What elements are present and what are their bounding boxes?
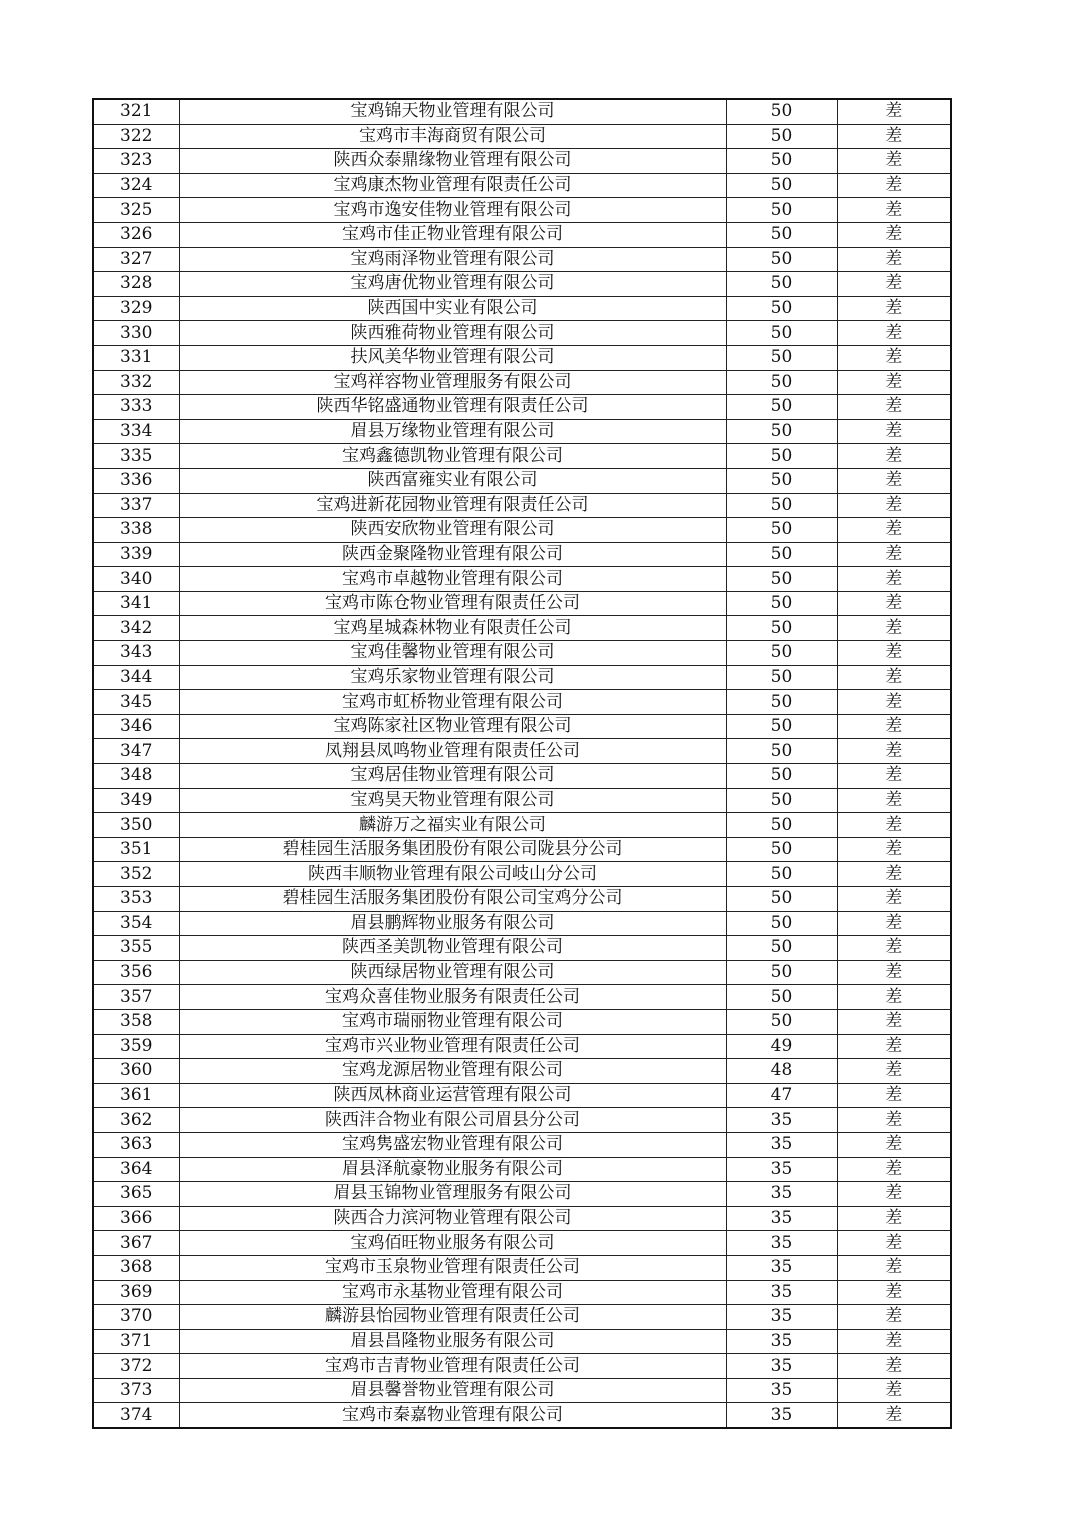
grade-cell: 差: [837, 714, 951, 739]
company-name-cell: 宝鸡乐家物业管理有限公司: [179, 665, 726, 690]
table-row: [93, 1083, 951, 1108]
grade-cell: 差: [837, 567, 951, 592]
company-name-cell: 碧桂园生活服务集团股份有限公司宝鸡分公司: [179, 887, 726, 912]
grade-cell: 差: [837, 862, 951, 887]
grade-cell: 差: [837, 764, 951, 789]
table-row: [93, 1354, 951, 1379]
score-cell: 49: [726, 1034, 837, 1059]
company-name-cell: 宝鸡市丰海商贸有限公司: [179, 124, 726, 149]
row-number-cell: 342: [93, 616, 179, 641]
score-cell: 35: [726, 1132, 837, 1157]
company-name-cell: 宝鸡龙源居物业管理有限公司: [179, 1059, 726, 1084]
score-cell: 50: [726, 764, 837, 789]
company-name-cell: 宝鸡市逸安佳物业管理有限公司: [179, 198, 726, 223]
row-number-cell: 354: [93, 911, 179, 936]
company-name-cell: 陕西国中实业有限公司: [179, 296, 726, 321]
company-name-cell: 扶风美华物业管理有限公司: [179, 345, 726, 370]
company-name-cell: 眉县泽航豪物业服务有限公司: [179, 1157, 726, 1182]
row-number-cell: 348: [93, 764, 179, 789]
row-number-cell: 335: [93, 444, 179, 469]
company-name-cell: 宝鸡众喜佳物业服务有限责任公司: [179, 985, 726, 1010]
score-cell: 50: [726, 665, 837, 690]
score-cell: 50: [726, 714, 837, 739]
company-name-cell: 凤翔县凤鸣物业管理有限责任公司: [179, 739, 726, 764]
score-cell: 50: [726, 739, 837, 764]
table-row: [93, 591, 951, 616]
score-cell: 35: [726, 1182, 837, 1207]
company-name-cell: 眉县昌隆物业服务有限公司: [179, 1329, 726, 1354]
score-cell: 50: [726, 395, 837, 420]
grade-cell: 差: [837, 641, 951, 666]
row-number-cell: 371: [93, 1329, 179, 1354]
row-number-cell: 334: [93, 419, 179, 444]
table-row: [93, 690, 951, 715]
table-row: [93, 1280, 951, 1305]
score-cell: 35: [726, 1378, 837, 1403]
row-number-cell: 333: [93, 395, 179, 420]
score-cell: 50: [726, 222, 837, 247]
table-row: [93, 99, 951, 124]
score-cell: 35: [726, 1280, 837, 1305]
grade-cell: 差: [837, 1157, 951, 1182]
company-name-cell: 宝鸡佳馨物业管理有限公司: [179, 641, 726, 666]
score-cell: 50: [726, 641, 837, 666]
company-name-cell: 宝鸡市虹桥物业管理有限公司: [179, 690, 726, 715]
score-cell: 47: [726, 1083, 837, 1108]
table-row: [93, 985, 951, 1010]
score-cell: 35: [726, 1157, 837, 1182]
company-name-cell: 宝鸡市玉泉物业管理有限责任公司: [179, 1255, 726, 1280]
score-cell: 50: [726, 468, 837, 493]
grade-cell: 差: [837, 1034, 951, 1059]
score-cell: 50: [726, 960, 837, 985]
row-number-cell: 339: [93, 542, 179, 567]
grade-cell: 差: [837, 1329, 951, 1354]
company-name-cell: 宝鸡市瑞丽物业管理有限公司: [179, 1009, 726, 1034]
grade-cell: 差: [837, 173, 951, 198]
row-number-cell: 362: [93, 1108, 179, 1133]
company-name-cell: 宝鸡陈家社区物业管理有限公司: [179, 714, 726, 739]
company-name-cell: 宝鸡康杰物业管理有限责任公司: [179, 173, 726, 198]
row-number-cell: 350: [93, 813, 179, 838]
row-number-cell: 370: [93, 1305, 179, 1330]
grade-cell: 差: [837, 321, 951, 346]
score-cell: 35: [726, 1231, 837, 1256]
table-row: [93, 764, 951, 789]
company-name-cell: 宝鸡星城森林物业有限责任公司: [179, 616, 726, 641]
company-name-cell: 陕西金聚隆物业管理有限公司: [179, 542, 726, 567]
score-cell: 50: [726, 198, 837, 223]
table-row: [93, 1034, 951, 1059]
table-row: [93, 837, 951, 862]
score-cell: 50: [726, 124, 837, 149]
score-cell: 50: [726, 493, 837, 518]
table-row: [93, 1182, 951, 1207]
grade-cell: 差: [837, 345, 951, 370]
table-row: [93, 788, 951, 813]
table-row: [93, 1157, 951, 1182]
grade-cell: 差: [837, 690, 951, 715]
grade-cell: 差: [837, 542, 951, 567]
company-name-cell: 眉县鹏辉物业服务有限公司: [179, 911, 726, 936]
row-number-cell: 352: [93, 862, 179, 887]
row-number-cell: 363: [93, 1132, 179, 1157]
company-name-cell: 陕西雅荷物业管理有限公司: [179, 321, 726, 346]
row-number-cell: 367: [93, 1231, 179, 1256]
row-number-cell: 328: [93, 272, 179, 297]
score-cell: 50: [726, 247, 837, 272]
row-number-cell: 322: [93, 124, 179, 149]
row-number-cell: 340: [93, 567, 179, 592]
row-number-cell: 351: [93, 837, 179, 862]
row-number-cell: 326: [93, 222, 179, 247]
row-number-cell: 338: [93, 518, 179, 543]
grade-cell: 差: [837, 1280, 951, 1305]
grade-cell: 差: [837, 985, 951, 1010]
score-cell: 50: [726, 272, 837, 297]
grade-cell: 差: [837, 124, 951, 149]
table-row: [93, 272, 951, 297]
score-cell: 35: [726, 1206, 837, 1231]
score-cell: 48: [726, 1059, 837, 1084]
table-row: [93, 1378, 951, 1403]
score-cell: 50: [726, 518, 837, 543]
table-row: [93, 1108, 951, 1133]
row-number-cell: 331: [93, 345, 179, 370]
score-cell: 50: [726, 788, 837, 813]
row-number-cell: 365: [93, 1182, 179, 1207]
table-row: [93, 370, 951, 395]
company-name-cell: 陕西圣美凯物业管理有限公司: [179, 936, 726, 961]
table-row: [93, 493, 951, 518]
company-name-cell: 宝鸡佰旺物业服务有限公司: [179, 1231, 726, 1256]
row-number-cell: 321: [93, 99, 179, 124]
table-row: [93, 321, 951, 346]
company-name-cell: 宝鸡祥容物业管理服务有限公司: [179, 370, 726, 395]
score-cell: 35: [726, 1108, 837, 1133]
row-number-cell: 337: [93, 493, 179, 518]
row-number-cell: 329: [93, 296, 179, 321]
company-name-cell: 宝鸡居佳物业管理有限公司: [179, 764, 726, 789]
company-name-cell: 宝鸡市秦嘉物业管理有限公司: [179, 1403, 726, 1428]
score-cell: 50: [726, 296, 837, 321]
table-row: [93, 911, 951, 936]
company-name-cell: 陕西沣合物业有限公司眉县分公司: [179, 1108, 726, 1133]
grade-cell: 差: [837, 1009, 951, 1034]
grade-cell: 差: [837, 247, 951, 272]
company-name-cell: 宝鸡进新花园物业管理有限责任公司: [179, 493, 726, 518]
table-row: [93, 149, 951, 174]
grade-cell: 差: [837, 1403, 951, 1428]
row-number-cell: 344: [93, 665, 179, 690]
table-row: [93, 1059, 951, 1084]
company-name-cell: 眉县馨誉物业管理有限公司: [179, 1378, 726, 1403]
grade-cell: 差: [837, 99, 951, 124]
grade-cell: 差: [837, 1108, 951, 1133]
company-name-cell: 宝鸡市陈仓物业管理有限责任公司: [179, 591, 726, 616]
grade-cell: 差: [837, 665, 951, 690]
table-row: [93, 739, 951, 764]
score-cell: 50: [726, 99, 837, 124]
row-number-cell: 323: [93, 149, 179, 174]
grade-cell: 差: [837, 591, 951, 616]
company-name-cell: 陕西绿居物业管理有限公司: [179, 960, 726, 985]
table-row: [93, 641, 951, 666]
score-cell: 50: [726, 591, 837, 616]
score-cell: 50: [726, 616, 837, 641]
row-number-cell: 372: [93, 1354, 179, 1379]
table-row: [93, 1009, 951, 1034]
row-number-cell: 325: [93, 198, 179, 223]
table-row: [93, 444, 951, 469]
table-row: [93, 468, 951, 493]
score-cell: 35: [726, 1354, 837, 1379]
grade-cell: 差: [837, 444, 951, 469]
row-number-cell: 345: [93, 690, 179, 715]
score-cell: 50: [726, 837, 837, 862]
row-number-cell: 336: [93, 468, 179, 493]
grade-cell: 差: [837, 468, 951, 493]
row-number-cell: 374: [93, 1403, 179, 1428]
score-cell: 35: [726, 1329, 837, 1354]
grade-cell: 差: [837, 1182, 951, 1207]
company-name-cell: 麟游县怡园物业管理有限责任公司: [179, 1305, 726, 1330]
score-cell: 50: [726, 862, 837, 887]
grade-cell: 差: [837, 419, 951, 444]
grade-cell: 差: [837, 1354, 951, 1379]
company-name-cell: 宝鸡昊天物业管理有限公司: [179, 788, 726, 813]
row-number-cell: 357: [93, 985, 179, 1010]
row-number-cell: 324: [93, 173, 179, 198]
table-row: [93, 1132, 951, 1157]
grade-cell: 差: [837, 837, 951, 862]
company-name-cell: 宝鸡锦天物业管理有限公司: [179, 99, 726, 124]
table-row: [93, 1329, 951, 1354]
grade-cell: 差: [837, 370, 951, 395]
grade-cell: 差: [837, 222, 951, 247]
score-cell: 50: [726, 911, 837, 936]
score-cell: 50: [726, 149, 837, 174]
score-cell: 50: [726, 813, 837, 838]
table-row: [93, 518, 951, 543]
row-number-cell: 347: [93, 739, 179, 764]
score-cell: 35: [726, 1305, 837, 1330]
row-number-cell: 353: [93, 887, 179, 912]
grade-cell: 差: [837, 518, 951, 543]
row-number-cell: 359: [93, 1034, 179, 1059]
company-name-cell: 眉县万缘物业管理有限公司: [179, 419, 726, 444]
company-name-cell: 宝鸡鑫德凯物业管理有限公司: [179, 444, 726, 469]
grade-cell: 差: [837, 1305, 951, 1330]
score-cell: 50: [726, 370, 837, 395]
row-number-cell: 343: [93, 641, 179, 666]
table-row: [93, 395, 951, 420]
ranking-table: [92, 98, 952, 1429]
table-row: [93, 1255, 951, 1280]
company-name-cell: 宝鸡市兴业物业管理有限责任公司: [179, 1034, 726, 1059]
score-cell: 35: [726, 1403, 837, 1428]
row-number-cell: 330: [93, 321, 179, 346]
table-row: [93, 542, 951, 567]
score-cell: 50: [726, 173, 837, 198]
company-name-cell: 陕西安欣物业管理有限公司: [179, 518, 726, 543]
company-name-cell: 陕西众泰鼎缘物业管理有限公司: [179, 149, 726, 174]
grade-cell: 差: [837, 1206, 951, 1231]
grade-cell: 差: [837, 272, 951, 297]
score-cell: 50: [726, 419, 837, 444]
grade-cell: 差: [837, 1132, 951, 1157]
score-cell: 50: [726, 690, 837, 715]
table-row: [93, 616, 951, 641]
grade-cell: 差: [837, 1083, 951, 1108]
company-name-cell: 碧桂园生活服务集团股份有限公司陇县分公司: [179, 837, 726, 862]
row-number-cell: 332: [93, 370, 179, 395]
company-name-cell: 麟游万之福实业有限公司: [179, 813, 726, 838]
company-name-cell: 宝鸡市卓越物业管理有限公司: [179, 567, 726, 592]
company-name-cell: 宝鸡市吉青物业管理有限责任公司: [179, 1354, 726, 1379]
grade-cell: 差: [837, 1378, 951, 1403]
table-row: [93, 887, 951, 912]
row-number-cell: 368: [93, 1255, 179, 1280]
table-row: [93, 419, 951, 444]
grade-cell: 差: [837, 395, 951, 420]
table-row: [93, 960, 951, 985]
grade-cell: 差: [837, 911, 951, 936]
grade-cell: 差: [837, 887, 951, 912]
table-body: [93, 99, 951, 1428]
score-cell: 50: [726, 542, 837, 567]
table-row: [93, 1403, 951, 1428]
table-row: [93, 222, 951, 247]
score-cell: 35: [726, 1255, 837, 1280]
table-row: [93, 124, 951, 149]
grade-cell: 差: [837, 960, 951, 985]
company-name-cell: 陕西丰顺物业管理有限公司岐山分公司: [179, 862, 726, 887]
company-name-cell: 陕西富雍实业有限公司: [179, 468, 726, 493]
row-number-cell: 327: [93, 247, 179, 272]
row-number-cell: 341: [93, 591, 179, 616]
grade-cell: 差: [837, 1255, 951, 1280]
row-number-cell: 373: [93, 1378, 179, 1403]
table-row: [93, 1305, 951, 1330]
company-name-cell: 宝鸡唐优物业管理有限公司: [179, 272, 726, 297]
company-name-cell: 陕西华铭盛通物业管理有限责任公司: [179, 395, 726, 420]
grade-cell: 差: [837, 936, 951, 961]
table-row: [93, 862, 951, 887]
score-cell: 50: [726, 444, 837, 469]
table-row: [93, 198, 951, 223]
row-number-cell: 366: [93, 1206, 179, 1231]
table-row: [93, 173, 951, 198]
score-cell: 50: [726, 936, 837, 961]
score-cell: 50: [726, 321, 837, 346]
company-name-cell: 宝鸡雨泽物业管理有限公司: [179, 247, 726, 272]
row-number-cell: 360: [93, 1059, 179, 1084]
table-row: [93, 936, 951, 961]
grade-cell: 差: [837, 813, 951, 838]
table-row: [93, 567, 951, 592]
grade-cell: 差: [837, 788, 951, 813]
table-row: [93, 247, 951, 272]
company-name-cell: 宝鸡市永基物业管理有限公司: [179, 1280, 726, 1305]
table-row: [93, 813, 951, 838]
table-row: [93, 296, 951, 321]
grade-cell: 差: [837, 149, 951, 174]
score-cell: 50: [726, 887, 837, 912]
score-cell: 50: [726, 567, 837, 592]
grade-cell: 差: [837, 616, 951, 641]
row-number-cell: 358: [93, 1009, 179, 1034]
company-name-cell: 眉县玉锦物业管理服务有限公司: [179, 1182, 726, 1207]
company-name-cell: 宝鸡市佳正物业管理有限公司: [179, 222, 726, 247]
row-number-cell: 369: [93, 1280, 179, 1305]
row-number-cell: 364: [93, 1157, 179, 1182]
row-number-cell: 355: [93, 936, 179, 961]
score-cell: 50: [726, 985, 837, 1010]
grade-cell: 差: [837, 493, 951, 518]
row-number-cell: 346: [93, 714, 179, 739]
grade-cell: 差: [837, 1231, 951, 1256]
company-name-cell: 陕西凤林商业运营管理有限公司: [179, 1083, 726, 1108]
table-row: [93, 665, 951, 690]
score-cell: 50: [726, 345, 837, 370]
row-number-cell: 356: [93, 960, 179, 985]
row-number-cell: 361: [93, 1083, 179, 1108]
table-row: [93, 1206, 951, 1231]
company-name-cell: 陕西合力滨河物业管理有限公司: [179, 1206, 726, 1231]
row-number-cell: 349: [93, 788, 179, 813]
grade-cell: 差: [837, 739, 951, 764]
table-row: [93, 345, 951, 370]
grade-cell: 差: [837, 1059, 951, 1084]
table-row: [93, 714, 951, 739]
grade-cell: 差: [837, 198, 951, 223]
grade-cell: 差: [837, 296, 951, 321]
table-row: [93, 1231, 951, 1256]
company-name-cell: 宝鸡隽盛宏物业管理有限公司: [179, 1132, 726, 1157]
score-cell: 50: [726, 1009, 837, 1034]
